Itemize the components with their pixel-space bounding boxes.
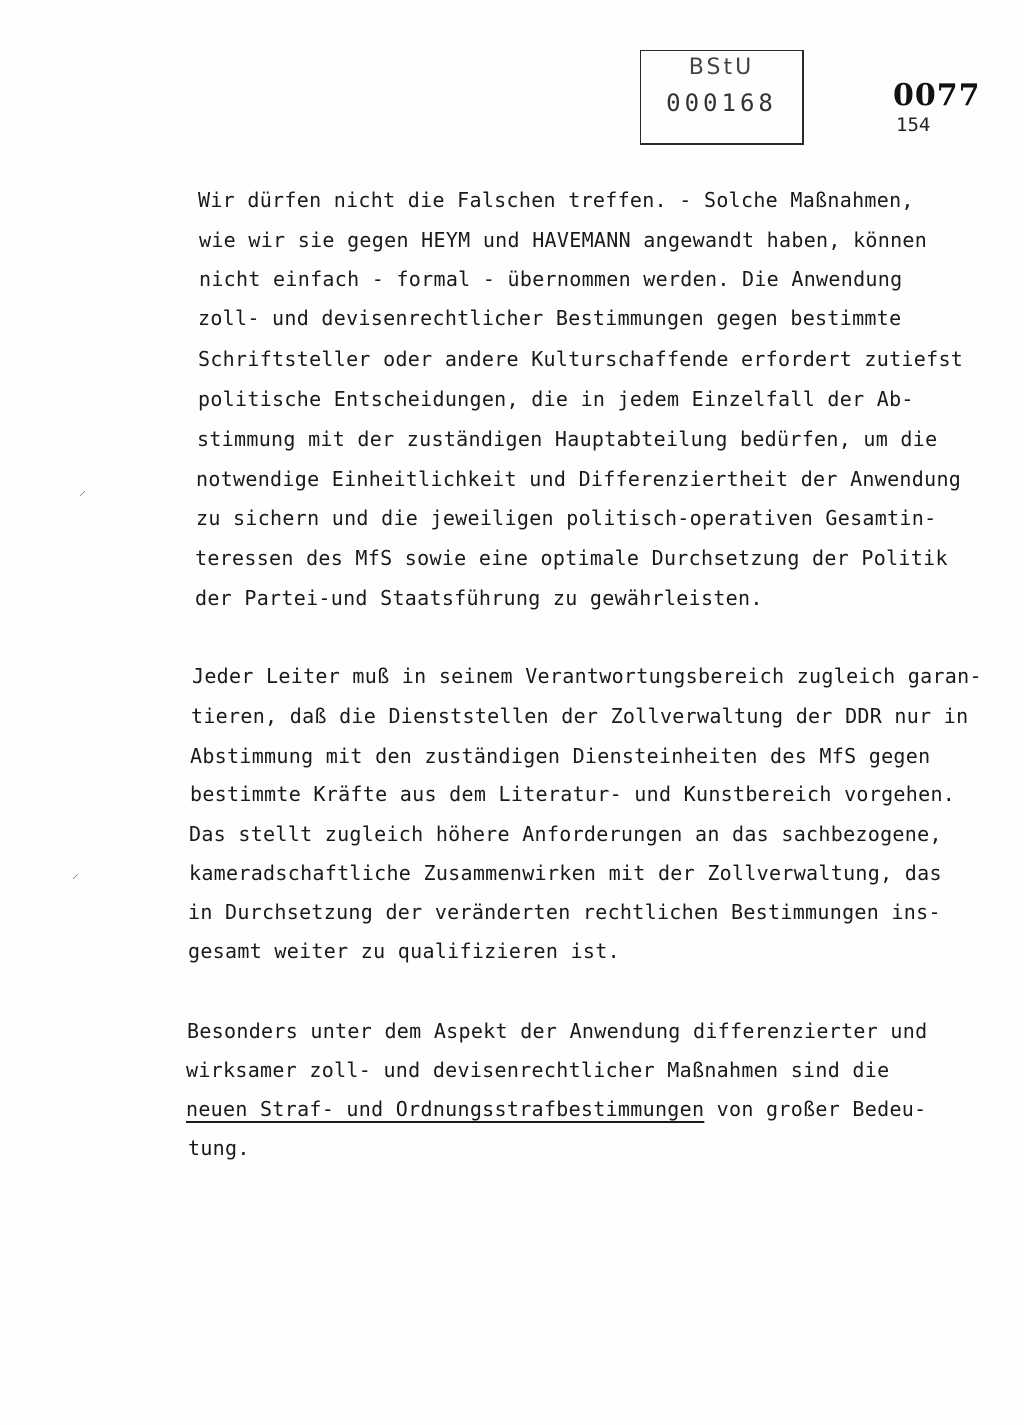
margin-mark: ⸝ [79, 483, 86, 499]
text-line: politische Entscheidungen, die in jedem Einzelfall der Ab- [198, 387, 914, 411]
text-line: nicht einfach - formal - übernommen werden. Die Anwendung [199, 267, 903, 291]
text-line: kameradschaftliche Zusammenwirken mit der Zollverwaltung, das [189, 861, 942, 885]
text-line: tieren, daß die Dienststellen der Zollverwaltung der DDR nur in [191, 704, 969, 728]
text-line: der Partei-und Staatsführung zu gewährleisten. [195, 586, 763, 610]
underlined-phrase: neuen Straf- und Ordnungsstrafbestimmungen [186, 1097, 705, 1121]
text-line: in Durchsetzung der veränderten rechtlichen Bestimmungen ins- [188, 900, 941, 924]
stamped-page-number: 0077 [893, 78, 981, 113]
text-line: Das stellt zugleich höhere Anforderungen an das sachbezogene, [189, 822, 942, 846]
text-line: zoll- und devisenrechtlicher Bestimmungen gegen bestimmte [198, 306, 902, 330]
archive-stamp [640, 50, 804, 145]
margin-mark: ⸝ [72, 866, 79, 882]
text-line: Jeder Leiter muß in seinem Verantwortungsbereich zugleich garan- [192, 664, 982, 688]
archive-stamp-label: BStU [688, 55, 755, 80]
text-line: Schriftsteller oder andere Kulturschaffende erfordert zutiefst [198, 347, 964, 371]
text-line: zu sichern und die jeweiligen politisch-operativen Gesamtin- [196, 506, 937, 530]
text-line: gesamt weiter zu qualifizieren ist. [188, 939, 620, 963]
text-line-with-underline [186, 1097, 926, 1121]
text-line: notwendige Einheitlichkeit und Differenziertheit der Anwendung [196, 467, 962, 491]
text-line: stimmung mit der zuständigen Hauptabteilung bedürfen, um die [197, 427, 938, 451]
typed-page-number: 154 [896, 114, 931, 136]
text-line: Wir dürfen nicht die Falschen treffen. - Solche Maßnahmen, [198, 188, 914, 212]
text-line: tung. [188, 1136, 250, 1160]
text-line: wirksamer zoll- und devisenrechtlicher Maßnahmen sind die [186, 1058, 890, 1082]
text-after-underline: von großer Bedeu- [704, 1097, 927, 1121]
text-line: teressen des MfS sowie eine optimale Durchsetzung der Politik [195, 546, 948, 570]
text-line: Abstimmung mit den zuständigen Diensteinheiten des MfS gegen [190, 744, 931, 768]
text-line: wie wir sie gegen HEYM und HAVEMANN angewandt haben, können [199, 228, 928, 252]
text-line: bestimmte Kräfte aus dem Literatur- und Kunstbereich vorgehen. [190, 782, 956, 806]
text-line: Besonders unter dem Aspekt der Anwendung differenzierter und [187, 1019, 928, 1043]
archive-stamp-number: 000168 [666, 89, 777, 117]
